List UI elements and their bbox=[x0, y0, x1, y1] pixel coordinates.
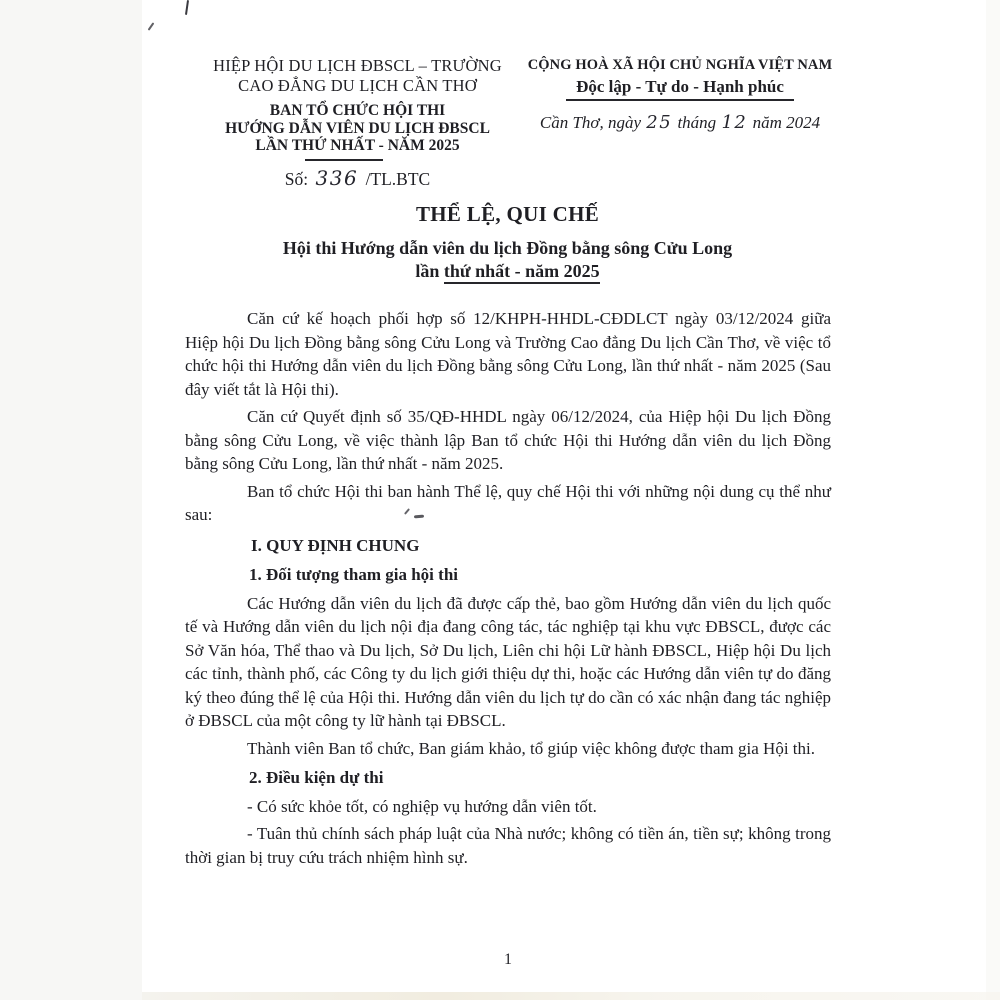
committee-line1: BAN TỔ CHỨC HỘI THI bbox=[269, 102, 446, 119]
subsection-heading: 2. Điều kiện dự thi bbox=[249, 768, 384, 787]
paragraph: Căn cứ Quyết định số 35/QĐ-HHDL ngày 06/12/2024, của Hiệp hội Du lịch Đồng bằng sông Cửu Long, về việc thành lập Ban tổ chức Hội thi Hướng dẫn viên du lịch Đồng bằng sông Cửu Long, lần thứ nhất - năm 2025. bbox=[185, 407, 831, 473]
org-name-line2: CAO ĐẲNG DU LỊCH CẦN THƠ bbox=[238, 76, 477, 95]
pen-mark bbox=[148, 22, 155, 31]
doc-number-label: Số: bbox=[284, 168, 309, 189]
national-header-block bbox=[515, 56, 845, 190]
national-title: CỘNG HOÀ XÃ HỘI CHỦ NGHĨA VIỆT NAM bbox=[527, 57, 833, 73]
paragraph: Thành viên Ban tổ chức, Ban giám khảo, tổ giúp việc không được tham gia Hội thi. bbox=[247, 738, 815, 758]
title-block bbox=[185, 202, 830, 283]
committee-line3: LẦN THỨ NHẤT - NĂM 2025 bbox=[255, 137, 460, 154]
place-and-date bbox=[515, 112, 845, 133]
header-divider-rule bbox=[305, 159, 383, 161]
subtitle-prefix: lần bbox=[415, 261, 444, 281]
document-header bbox=[185, 56, 845, 190]
subsection-heading: 1. Đối tượng tham gia hội thi bbox=[249, 565, 458, 584]
paragraph: Ban tổ chức Hội thi ban hành Thể lệ, quy chế Hội thi với những nội dung cụ thể như sau: bbox=[185, 481, 831, 524]
scan-edge-right bbox=[986, 0, 1000, 1000]
document-body bbox=[185, 307, 831, 873]
bullet-item: - Có sức khỏe tốt, có nghiệp vụ hướng dẫn viên tốt. bbox=[247, 796, 597, 816]
bullet-item: - Tuân thủ chính sách pháp luật của Nhà nước; không có tiền án, tiền sự; không trong thời gian bị truy cứu trách nhiệm hình sự. bbox=[185, 824, 831, 867]
document-subtitle-line2 bbox=[185, 260, 830, 283]
scan-bottom-artifact bbox=[142, 992, 1000, 1000]
national-motto-wrap bbox=[515, 77, 845, 101]
paragraph: Các Hướng dẫn viên du lịch đã được cấp thẻ, bao gồm Hướng dẫn viên du lịch quốc tế và Hướng dẫn viên du lịch nội địa đang công tác, tác nghiệp tại khu vực ĐBSCL, được các Sở Văn hóa, Thể thao và Du lịch, Sở Du lịch, Liên chi hội Lữ hành ĐBSCL, Hiệp hội Du lịch các tỉnh, thành phố, các Công ty du lịch giới thiệu dự thi, hoặc các Hướng dẫn viên tự do đăng ký theo đúng thể lệ của Hội thi. Hướng dẫn viên du lịch tự do cần có xác nhận đang tác nghiệp ở ĐBSCL của một công ty lữ hành tại ĐBSCL. bbox=[185, 593, 831, 730]
pen-mark bbox=[185, 0, 189, 15]
document-number bbox=[185, 166, 530, 190]
document-subtitle-line1: Hội thi Hướng dẫn viên du lịch Đồng bằng sông Cửu Long bbox=[282, 238, 733, 258]
issuing-org-block bbox=[185, 56, 530, 190]
date-prefix: Cần Thơ, ngày bbox=[539, 113, 642, 132]
date-day-handwritten: 25 bbox=[646, 112, 673, 133]
committee-line2: HƯỚNG DẪN VIÊN DU LỊCH ĐBSCL bbox=[225, 119, 490, 137]
subtitle-underlined: thứ nhất - năm 2025 bbox=[444, 261, 600, 284]
date-suffix: năm 2024 bbox=[752, 113, 821, 132]
doc-number-suffix: /TL.BTC bbox=[365, 168, 431, 189]
section-heading: I. QUY ĐỊNH CHUNG bbox=[251, 535, 420, 555]
national-motto: Độc lập - Tự do - Hạnh phúc bbox=[566, 77, 794, 101]
page-number: 1 bbox=[504, 951, 512, 968]
org-name-line1: HIỆP HỘI DU LỊCH ĐBSCL – TRƯỜNG bbox=[213, 56, 502, 75]
doc-number-handwritten: 336 bbox=[315, 165, 359, 190]
date-mid: tháng bbox=[677, 113, 717, 132]
scan-edge-left bbox=[0, 0, 142, 1000]
document-title: THỂ LỆ, QUI CHẾ bbox=[415, 202, 600, 226]
paragraph: Căn cứ kế hoạch phối hợp số 12/KHPH-HHDL-CĐDLCT ngày 03/12/2024 giữa Hiệp hội Du lịch Đồng bằng sông Cửu Long và Trường Cao đẳng Du lịch Cần Thơ, về việc tổ chức hội thi Hướng dẫn viên du lịch Đồng bằng sông Cửu Long, lần thứ nhất - năm 2025 (Sau đây viết tắt là Hội thi). bbox=[185, 309, 831, 399]
date-month-handwritten: 12 bbox=[721, 112, 748, 133]
committee-name bbox=[185, 102, 530, 155]
